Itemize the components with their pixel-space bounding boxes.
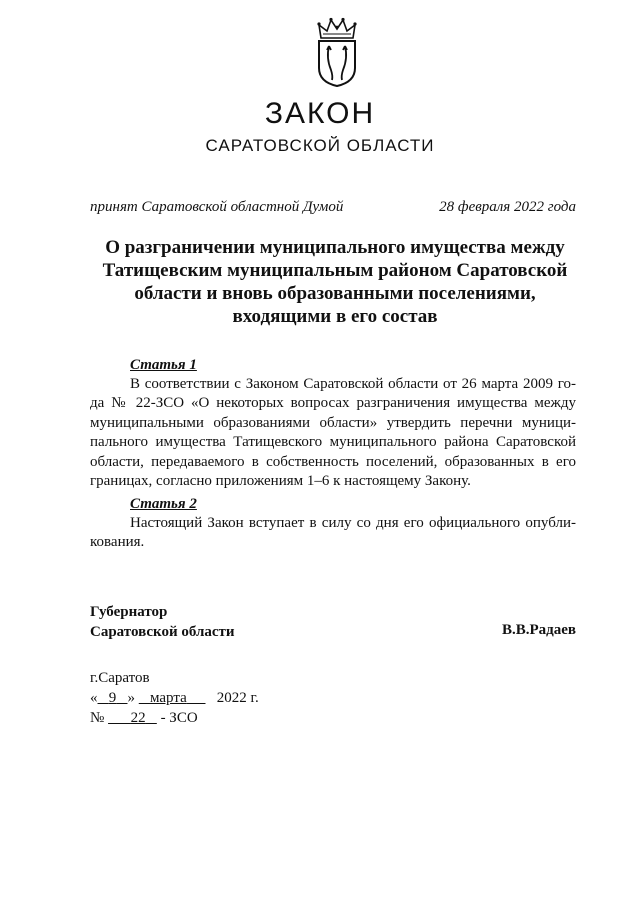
city: г.Саратов: [90, 670, 150, 686]
date-year: 2022 г.: [216, 690, 259, 706]
date-close-quote: »: [127, 690, 135, 706]
heading-line: О разграничении муниципального имущества между: [105, 237, 565, 258]
heading-line: области и вновь образованными поселениями,: [134, 283, 536, 304]
heading-line: Татищевским муниципальным районом Саратовской: [102, 260, 568, 281]
number-value: 22: [130, 710, 146, 726]
heading-line: входящими в его состав: [232, 306, 438, 327]
article-2-text: [90, 514, 576, 553]
article-line: Настоящий Закон вступает в силу со дня его официального опубли-: [130, 515, 576, 531]
adoption-date: 28 февраля 2022 года: [439, 199, 576, 215]
law-subtitle: САРАТОВСКОЙ ОБЛАСТИ: [205, 136, 435, 155]
article-1-title: Статья 1: [130, 357, 197, 373]
article-2-title: Статья 2: [130, 496, 197, 512]
signing-date: [90, 690, 259, 707]
article-line: области, передаваемого в собственность поселений, образованных в его: [90, 453, 576, 470]
law-title: ЗАКОН: [264, 97, 376, 130]
position-line: Саратовской области: [90, 624, 235, 640]
law-number: [90, 710, 198, 727]
signatory-name: В.В.Радаев: [501, 622, 576, 638]
article-line: кования.: [90, 534, 145, 551]
date-day: 9: [108, 690, 117, 706]
date-month: марта: [150, 690, 187, 706]
article-line: В соответствии с Законом Саратовской области от 26 марта 2009 го-: [130, 376, 576, 392]
article-1-text: [90, 375, 576, 491]
adoption-info: [90, 199, 576, 219]
document-heading: [70, 236, 600, 328]
article-line: да № 22-ЗСО «О некоторых вопросах разграничения имущества между: [90, 395, 576, 412]
number-suffix: - ЗСО: [160, 710, 198, 726]
coat-of-arms-icon: [314, 16, 360, 88]
position-line: Губернатор: [90, 604, 168, 620]
article-line: муниципальными образованиями области» утвердить перечни муници-: [90, 414, 576, 431]
adopted-by: принят Саратовской областной Думой: [90, 199, 344, 215]
date-open-quote: «: [90, 690, 98, 706]
article-line: границах, согласно приложениям 1–6 к настоящему Закону.: [90, 473, 471, 490]
signatory-position: [90, 602, 235, 642]
number-prefix: №: [90, 710, 105, 726]
article-line: пального имущества Татищевского муниципального района Саратовской: [90, 434, 576, 451]
